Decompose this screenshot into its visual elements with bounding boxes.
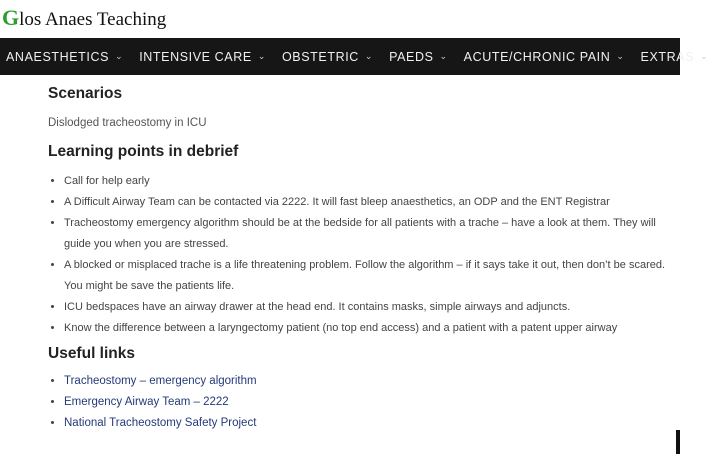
link-national-tracheostomy-safety-project[interactable]: National Tracheostomy Safety Project bbox=[64, 417, 257, 429]
link-emergency-airway-team[interactable]: Emergency Airway Team – 2222 bbox=[64, 396, 229, 408]
learning-points-heading: Learning points in debrief bbox=[48, 143, 239, 160]
corner-edge bbox=[676, 430, 680, 454]
nav-item-obstetric[interactable] bbox=[282, 50, 373, 64]
chevron-down-icon: ⌄ bbox=[115, 51, 124, 61]
nav-item-intensive-care[interactable] bbox=[139, 50, 266, 64]
chevron-down-icon: ⌄ bbox=[364, 51, 374, 61]
nav-item-label: OBSTETRIC bbox=[281, 49, 359, 64]
useful-links-list bbox=[48, 371, 668, 434]
link-tracheostomy-algorithm[interactable]: Tracheostomy – emergency algorithm bbox=[64, 375, 257, 387]
nav-item-label: PAEDS bbox=[389, 49, 434, 64]
scenarios-heading: Scenarios bbox=[48, 85, 123, 102]
list-item: • Tracheostomy emergency algorithm should be at the bedside for all patients with a trache – have a look at them. They will guide you when you are stressed. bbox=[64, 213, 668, 255]
site-header bbox=[0, 0, 680, 38]
nav-item-paeds[interactable] bbox=[389, 50, 448, 64]
list-item: • Know the difference between a laryngectomy patient (no top end access) and a patient with a patent upper airway bbox=[64, 318, 668, 339]
list-item bbox=[64, 392, 668, 413]
main-nav bbox=[0, 38, 708, 75]
logo-letter: G bbox=[2, 5, 20, 30]
nav-item-label: ACUTE/CHRONIC PAIN bbox=[463, 49, 611, 64]
list-item: • Call for help early bbox=[64, 171, 668, 192]
learning-points-list bbox=[48, 171, 668, 339]
list-item bbox=[64, 371, 668, 392]
nav-item-label: ANAESTHETICS bbox=[6, 49, 110, 64]
nav-item-extras[interactable] bbox=[641, 50, 708, 64]
chevron-down-icon: ⌄ bbox=[257, 51, 266, 61]
logo-text: los Anaes Teaching bbox=[19, 9, 167, 30]
nav-item-anaesthetics[interactable] bbox=[6, 50, 123, 64]
chevron-down-icon: ⌄ bbox=[439, 51, 448, 61]
list-item bbox=[64, 413, 668, 434]
list-item: • A blocked or misplaced trache is a life threatening problem. Follow the algorithm – if it says take it out, then don’t be scared. You might be save the patients life. bbox=[64, 255, 668, 297]
nav-item-label: INTENSIVE CARE bbox=[139, 49, 252, 64]
useful-links-heading: Useful links bbox=[48, 345, 135, 362]
chevron-down-icon: ⌄ bbox=[616, 51, 625, 61]
site-logo[interactable] bbox=[2, 5, 166, 31]
nav-item-acute-chronic-pain[interactable] bbox=[464, 50, 625, 64]
list-item: • A Difficult Airway Team can be contacted via 2222. It will fast bleep anaesthetics, an ODP and the ENT Registrar bbox=[64, 192, 668, 213]
chevron-down-icon: ⌄ bbox=[700, 51, 708, 61]
list-item: • ICU bedspaces have an airway drawer at the head end. It contains masks, simple airways and adjuncts. bbox=[64, 297, 668, 318]
article-content bbox=[48, 85, 668, 434]
nav-item-label: EXTRAS bbox=[640, 49, 695, 64]
scenario-text: Dislodged tracheostomy in ICU bbox=[48, 117, 207, 129]
